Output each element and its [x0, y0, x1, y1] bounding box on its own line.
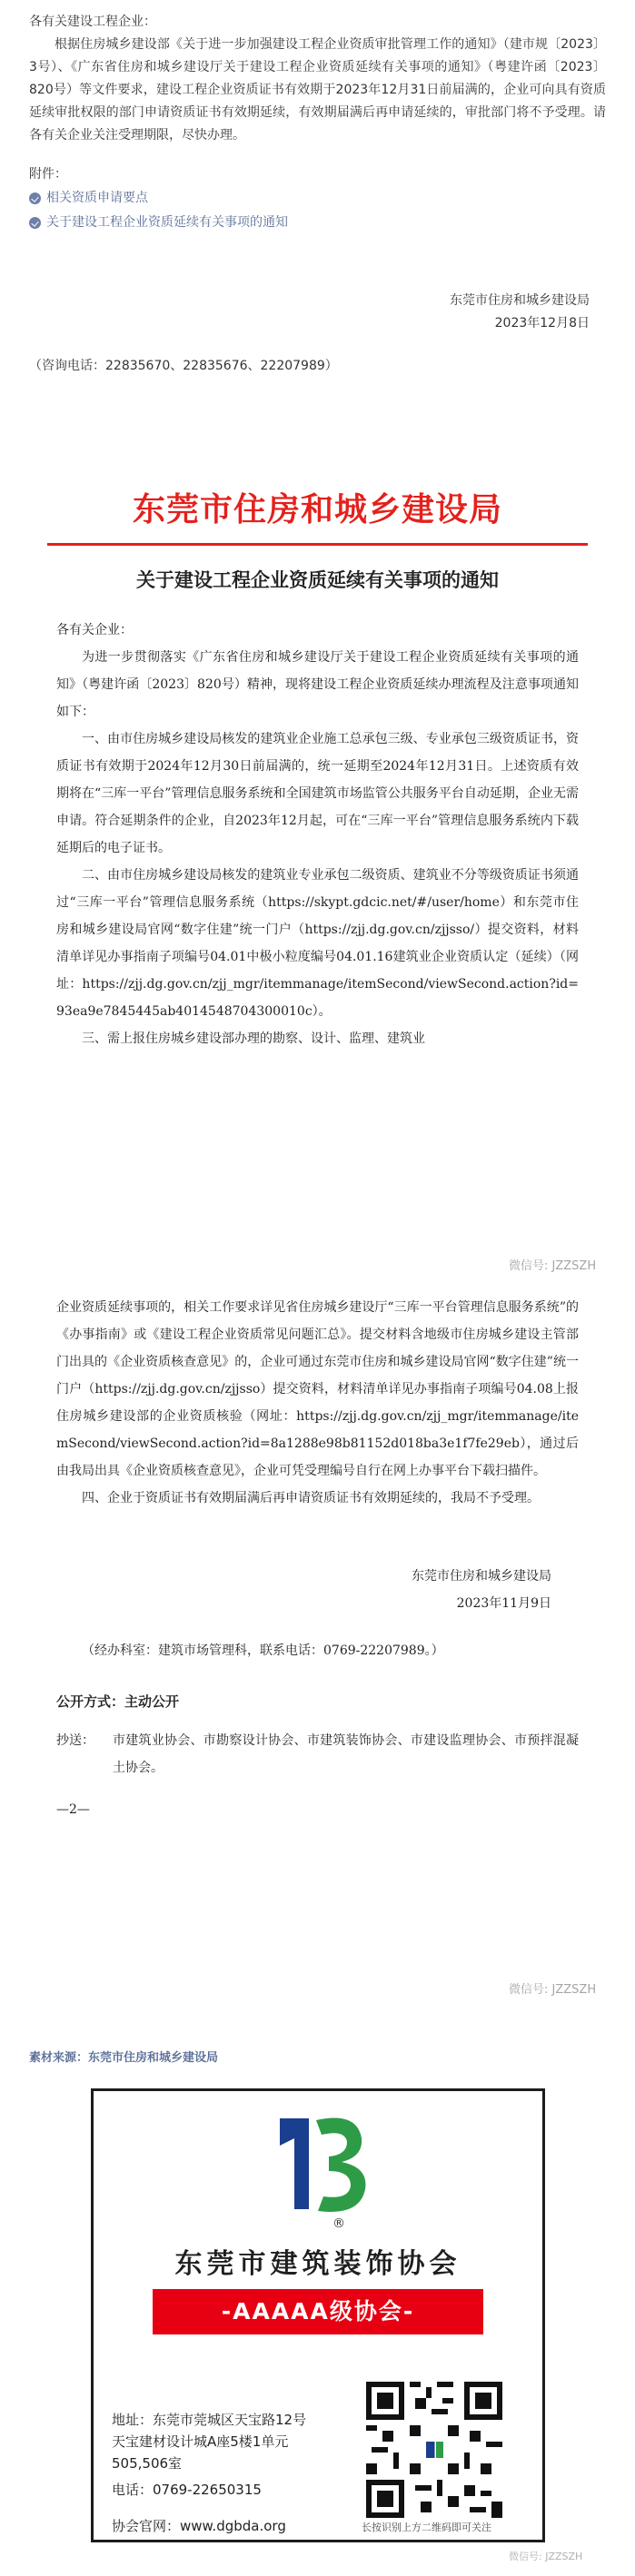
attachment-link-2[interactable] — [29, 211, 606, 235]
association-phone: 电话：0769-22650315 — [112, 2482, 262, 2498]
association-logo-icon — [262, 2102, 380, 2229]
page-number: —2— — [56, 1802, 90, 1817]
doc-date: 2023年11月9日 — [456, 1596, 551, 1611]
doc-paragraph-3: 二、由市住房城乡建设局核发的建筑业专业承包二级资质、建筑业不分等级资质证书须通过“三库一平台”管理信息服务系统（https://skypt.gdcic.net/#/user/home）和东莞市住房和城乡建设局官网“数字住建”统一门户（https://zjj.dg.gov.cn/zjjsso/）提交资料，材料清单详见办事指南子项编号04.01中极小粒度编号04.01.16建筑业企业资质认定（延续）（网址：https://zjj.dg.gov.cn/zjj_mgr/itemmanage/itemSecond/viewSecond.action?id=93ea9e7845445ab4014548704300010c）。 — [56, 868, 579, 1019]
doc-paragraph-5: 四、企业于资质证书有效期届满后再申请资质证书有效期延续的，我局不予受理。 — [82, 1491, 540, 1505]
public-mode: 公开方式：主动公开 — [56, 1693, 180, 1710]
doc-paragraph-4-cont: 企业资质延续事项的，相关工作要求详见省住房城乡建设厅“三库一平台管理信息服务系统”的《办事指南》或《建设工程企业资质常见问题汇总》。提交材料含地级市住房城乡建设主管部门出具的《企业资质核查意见》的，企业可通过东莞市住房和城乡建设局官网“数字住建”统一门户（https://zjj.dg.gov.cn/zjjsso）提交资料，材料清单详见办事指南子项编号04.08上报住房城乡建设部的企业资质核验（网址：https://zjj.dg.gov.cn/zjj_mgr/itemmanage/itemSecond/viewSecond.action?id=8a1288e98b81152d018ba3e1f7fe29eb），通过后由我局出具《企业资质核查意见》，企业可凭受理编号自行在网上办事平台下载扫描件。 — [56, 1300, 579, 1478]
consult-phone: （咨询电话：22835670、22835676、22207989） — [29, 359, 338, 373]
notice-issuer: 东莞市住房和城乡建设局 — [450, 293, 590, 308]
rating-banner: -AAAAA级协会- — [153, 2289, 483, 2334]
qr-caption: 长按识别上方二维码即可关注 — [362, 2522, 491, 2533]
cc-recipients: 市建筑业协会、市勘察设计协会、市建筑装饰协会、市建设监理协会、市预拌混凝土协会。 — [113, 1733, 579, 1775]
association-website[interactable]: 协会官网：www.dgbda.org — [112, 2518, 286, 2534]
notice-body: 根据住房城乡建设部《关于进一步加强建设工程企业资质审批管理工作的通知》（建市规〔2023〕3号）、《广东省住房和城乡建设厅关于建设工程企业资质延续有关事项的通知》（粤建许函〔2023〕820号）等文件要求，建设工程企业资质证书有效期于2023年12月31日前届满的，企业可向具有资质延续审批权限的部门申请资质证书有效期延续，有效期届满后再申请延续的，审批部门将不予受理。请各有关企业关注受理期限，尽快办理。 — [29, 37, 606, 143]
red-divider — [47, 543, 588, 546]
doc-issuer: 东莞市住房和城乡建设局 — [412, 1569, 551, 1584]
document-page-1 — [0, 459, 635, 1239]
association-name: 东莞市建筑装饰协会 — [174, 2248, 461, 2280]
doc-contact: （经办科室：建筑市场管理科，联系电话：0769-22207989。） — [82, 1643, 444, 1658]
document-page-2 — [0, 1294, 635, 1823]
qr-code-icon[interactable] — [366, 2382, 502, 2518]
watermark: 微信号: JZZSZH — [509, 1983, 597, 1997]
letterhead: 东莞市住房和城乡建设局 — [132, 491, 502, 528]
check-circle-icon — [29, 217, 41, 229]
doc-paragraph-2: 一、由市住房城乡建设局核发的建筑业企业施工总承包三级、专业承包三级资质证书，资质证书有效期于2024年12月30日前届满的，统一延期至2024年12月31日。上述资质有效期将在“三库一平台”管理信息服务系统和全国建筑市场监管公共服务平台自动延期，企业无需申请。符合延期条件的企业，自2023年12月起，可在“三库一平台”管理信息服务系统内下载延期后的电子证书。 — [56, 732, 579, 855]
doc-paragraph-4-start: 三、需上报住房城乡建设部办理的勘察、设计、监理、建筑业 — [82, 1031, 425, 1046]
cc-label: 抄送： — [56, 1733, 94, 1748]
attachment-label: 附件： — [29, 167, 67, 182]
document-title: 关于建设工程企业资质延续有关事项的通知 — [136, 569, 499, 591]
doc-greeting: 各有关企业： — [56, 623, 133, 637]
notice-section — [0, 0, 635, 378]
bottom-watermark: 微信号: JZZSZH — [509, 2551, 583, 2562]
attachment-link-1-label: 相关资质申请要点 — [46, 191, 148, 205]
cc-list — [56, 1727, 579, 1781]
registered-mark: ® — [332, 2216, 345, 2229]
association-address: 地址：东莞市莞城区天宝路12号天宝建材设计城A座5楼1单元505,506室 — [112, 2412, 307, 2472]
source-note: 素材来源：东莞市住房和城乡建设局 — [29, 2051, 219, 2065]
association-card — [91, 2088, 545, 2542]
notice-greeting: 各有关建设工程企业： — [29, 15, 156, 29]
attachment-link-2-label: 关于建设工程企业资质延续有关事项的通知 — [46, 215, 288, 230]
check-circle-icon — [29, 192, 41, 204]
doc-paragraph-1: 为进一步贯彻落实《广东省住房和城乡建设厅关于建设工程企业资质延续有关事项的通知》（粤建许函〔2023〕820号）精神，现将建设工程企业资质延续办理流程及注意事项通知如下： — [56, 650, 579, 719]
attachment-link-1[interactable] — [29, 186, 606, 211]
notice-date: 2023年12月8日 — [494, 316, 590, 331]
watermark: 微信号: JZZSZH — [509, 1259, 597, 1273]
